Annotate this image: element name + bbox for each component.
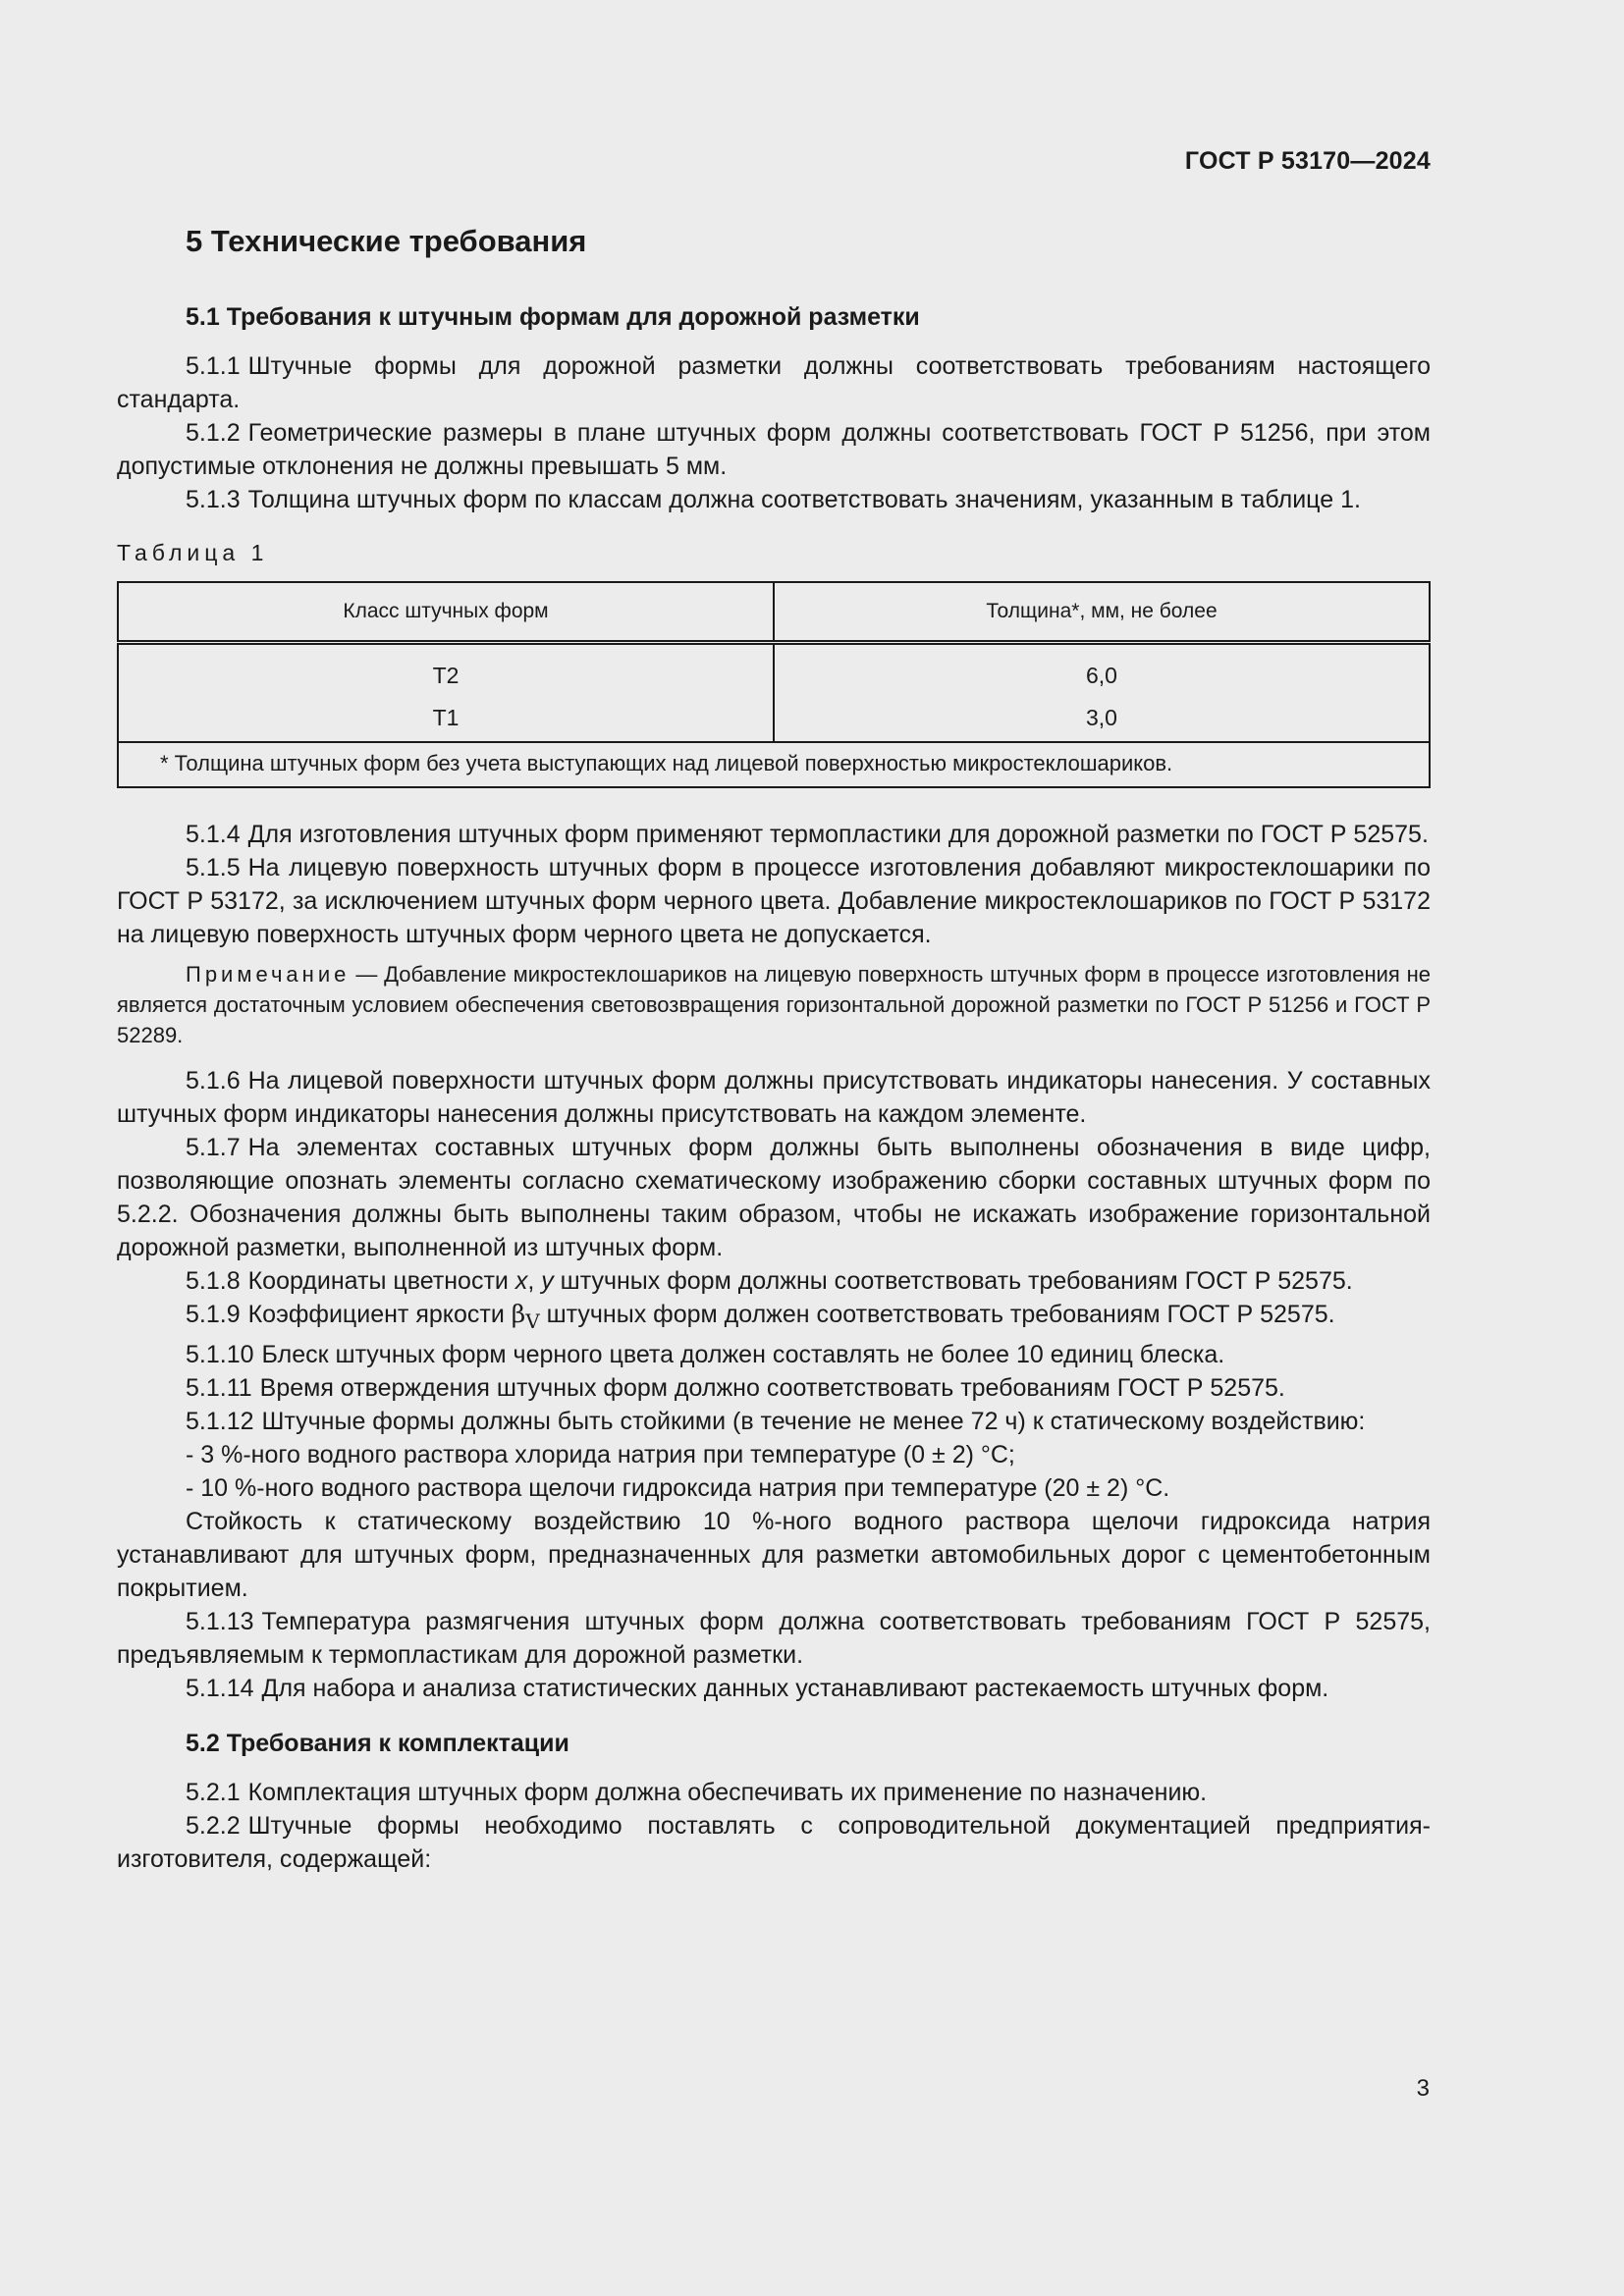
table-cell-class: Т2 xyxy=(118,643,774,695)
clause-number: 5.1.9 xyxy=(186,1301,241,1328)
clause-number: 5.1.11 xyxy=(186,1374,252,1402)
note-label: Примечание xyxy=(186,962,351,987)
subsection-title-5-1: 5.1 Требования к штучным формам для дорожной разметки xyxy=(186,303,920,331)
clause-number: 5.1.13 xyxy=(186,1608,254,1635)
clause-5-1-4 xyxy=(117,818,1431,851)
table-footnote-row xyxy=(118,742,1430,787)
clause-number: 5.2.1 xyxy=(186,1779,241,1806)
clause-text: Штучные формы для дорожной разметки должны соответствовать требованиям настоящего стандарта. xyxy=(117,352,1431,413)
clause-text: Для изготовления штучных форм применяют термопластики для дорожной разметки по ГОСТ Р 52575. xyxy=(247,821,1429,848)
clause-text: Блеск штучных форм черного цвета должен составлять не более 10 единиц блеска. xyxy=(261,1341,1225,1368)
beta-symbol: β xyxy=(511,1300,526,1328)
table-cell-thickness: 6,0 xyxy=(774,643,1430,695)
clause-number: 5.1.4 xyxy=(186,821,241,848)
clause-text: Штучные формы должны быть стойкими (в течение не менее 72 ч) к статическому воздействию: xyxy=(261,1408,1366,1435)
section-title: 5 Технические требования xyxy=(186,224,587,258)
clause-number: 5.1.2 xyxy=(186,419,241,447)
clause-number: 5.1.6 xyxy=(186,1067,241,1095)
clause-number: 5.1.1 xyxy=(186,352,241,380)
clause-5-1-9 xyxy=(117,1298,1431,1338)
table-row xyxy=(118,643,1430,695)
clause-text: Коэффициент яркости xyxy=(247,1301,512,1328)
subsection-title-5-2: 5.2 Требования к комплектации xyxy=(186,1730,569,1757)
page-number: 3 xyxy=(1416,2075,1430,2102)
clause-text: Координаты цветности xyxy=(247,1267,515,1295)
document-code: ГОСТ Р 53170—2024 xyxy=(1184,147,1431,175)
note-text: — Добавление микростеклошариков на лицевую поверхность штучных форм в процессе изготовления не является достаточным условием обеспечения световозвращения горизонтальной дорожной разметки по ГОСТ Р 51256 и ГОСТ Р 52289. xyxy=(117,962,1431,1047)
clause-text: На элементах составных штучных форм должны быть выполнены обозначения в виде цифр, позволяющие опознать элементы согласно схематическому изображению сборки составных штучных форм по 5.2.2. Обозначения должны быть выполнены таким образом, чтобы не искажать изображение горизонтальной дорожной разметки, выполненной из штучных форм. xyxy=(117,1134,1431,1261)
thickness-table xyxy=(117,581,1431,788)
clause-number: 5.1.8 xyxy=(186,1267,241,1295)
page-body xyxy=(117,222,1431,1876)
clause-5-1-13 xyxy=(117,1605,1431,1672)
clause-5-1-6 xyxy=(117,1064,1431,1131)
clause-5-1-10 xyxy=(117,1338,1431,1371)
clause-text: Комплектация штучных форм должна обеспечивать их применение по назначению. xyxy=(247,1779,1208,1806)
clause-text: Толщина штучных форм по классам должна соответствовать значениям, указанным в таблице 1. xyxy=(247,486,1361,513)
clause-number: 5.1.5 xyxy=(186,854,241,881)
table-cell-class: Т1 xyxy=(118,694,774,742)
note xyxy=(117,959,1431,1050)
clause-number: 5.1.7 xyxy=(186,1134,241,1161)
clause-5-1-7 xyxy=(117,1131,1431,1264)
clause-number: 5.1.10 xyxy=(186,1341,254,1368)
clause-5-1-3 xyxy=(117,483,1431,516)
table-column-header: Класс штучных форм xyxy=(118,582,774,643)
clause-text: Геометрические размеры в плане штучных форм должны соответствовать ГОСТ Р 51256, при этом допустимые отклонения не должны превышать 5 мм. xyxy=(117,419,1431,480)
table-footnote: * Толщина штучных форм без учета выступающих над лицевой поверхностью микростеклошариков. xyxy=(118,742,1430,787)
clause-5-2-1 xyxy=(117,1776,1431,1809)
clause-text: штучных форм должен соответствовать требованиям ГОСТ Р 52575. xyxy=(539,1301,1335,1328)
clause-5-1-8 xyxy=(117,1264,1431,1298)
clause-text: Время отверждения штучных форм должно соответствовать требованиям ГОСТ Р 52575. xyxy=(259,1374,1285,1402)
clause-text: , xyxy=(527,1267,542,1295)
clause-5-1-2 xyxy=(117,416,1431,483)
clause-text: На лицевой поверхности штучных форм должны присутствовать индикаторы нанесения. У составных штучных форм индикаторы нанесения должны присутствовать на каждом элементе. xyxy=(117,1067,1431,1128)
clause-text: Температура размягчения штучных форм должна соответствовать требованиям ГОСТ Р 52575, предъявляемым к термопластикам для дорожной разметки. xyxy=(117,1608,1431,1669)
list-item: - 10 %-ного водного раствора щелочи гидроксида натрия при температуре (20 ± 2) °С. xyxy=(186,1474,1170,1502)
clause-5-1-12 xyxy=(117,1405,1431,1438)
clause-text: Штучные формы необходимо поставлять с сопроводительной документацией предприятия-изготовителя, содержащей: xyxy=(117,1812,1431,1873)
table-cell-thickness: 3,0 xyxy=(774,694,1430,742)
table-header-row xyxy=(118,582,1430,643)
clause-5-1-1 xyxy=(117,349,1431,416)
clause-5-1-11 xyxy=(117,1371,1431,1405)
clause-5-1-14 xyxy=(117,1672,1431,1705)
list-item: - 3 %-ного водного раствора хлорида натрия при температуре (0 ± 2) °С; xyxy=(186,1441,1015,1468)
clause-number: 5.1.14 xyxy=(186,1675,254,1702)
clause-text: Для набора и анализа статистических данных устанавливают растекаемость штучных форм. xyxy=(261,1675,1329,1702)
clause-text: штучных форм должны соответствовать требованиям ГОСТ Р 52575. xyxy=(553,1267,1353,1295)
beta-subscript: V xyxy=(525,1309,540,1333)
coordinate-y: y xyxy=(541,1267,554,1295)
clause-text: На лицевую поверхность штучных форм в процессе изготовления добавляют микростеклошарики по ГОСТ Р 53172, за исключением штучных форм черного цвета. Добавление микростеклошариков по ГОСТ Р 53172 на лицевую поверхность штучных форм черного цвета не допускается. xyxy=(117,854,1431,948)
table-caption: Таблица 1 xyxy=(117,540,269,565)
clause-number: 5.2.2 xyxy=(186,1812,241,1840)
table-row xyxy=(118,694,1430,742)
coordinate-x: x xyxy=(514,1267,528,1295)
clause-5-1-5 xyxy=(117,851,1431,951)
table-column-header: Толщина*, мм, не более xyxy=(774,582,1430,643)
clause-5-2-2 xyxy=(117,1809,1431,1876)
clause-number: 5.1.12 xyxy=(186,1408,254,1435)
clause-number: 5.1.3 xyxy=(186,486,241,513)
clause-5-1-12-continuation: Стойкость к статическому воздействию 10 %-ного водного раствора щелочи гидроксида натрия устанавливают для штучных форм, предназначенных для разметки автомобильных дорог с цементобетонным покрытием. xyxy=(117,1508,1431,1602)
